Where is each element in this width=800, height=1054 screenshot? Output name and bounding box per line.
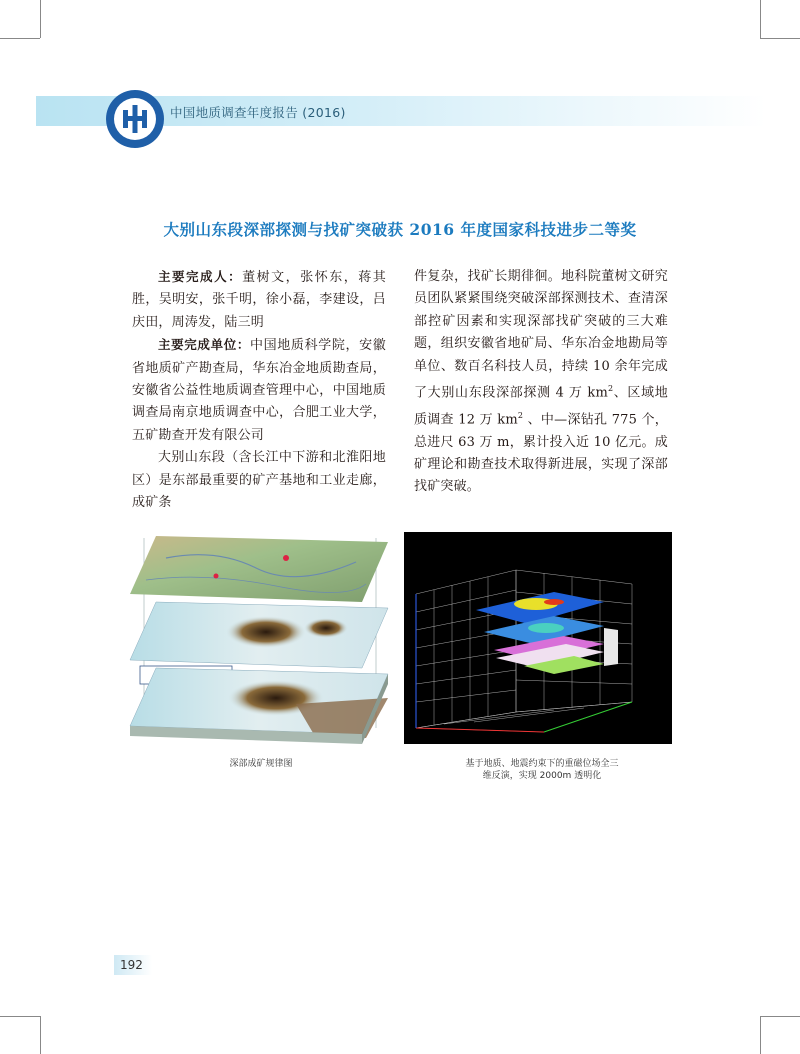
paragraph-text: 大别山东段（含长江中下游和北淮阳地区）是东部最重要的矿产基地和工业走廊，成矿条: [132, 450, 386, 511]
crop-mark: [760, 1016, 800, 1017]
paragraph-contributors: [132, 266, 386, 334]
lead-label: 主要完成单位：: [158, 337, 250, 353]
paragraph-body: [132, 447, 386, 514]
superscript: 2: [517, 410, 524, 420]
superscript: 2: [607, 384, 614, 394]
paragraph-body-continued: [414, 266, 668, 499]
paragraph-text: 件复杂，找矿长期徘徊。地科院董树文研究员团队紧紧围绕突破深部探测技术、查清深部控矿因素和实现深部找矿突破的三大难题，组织安徽省地矿局、华东冶金地勘局等单位、数百名科技人员，持续 10 余年完成了大别山东段深部探测 4 万 km: [414, 269, 668, 401]
paragraph-text: 中国地质科学院，安徽省地质矿产勘查局，华东冶金地质勘查局，安徽省公益性地质调查管理中心，中国地质调查局南京地质调查中心，合肥工业大学，五矿勘查开发有限公司: [132, 338, 386, 443]
figure-caption-right: 基于地质、地震约束下的重磁位场全三维反演，实现 2000m 透明化: [465, 759, 619, 781]
figure-caption-left: 深部成矿规律图: [229, 759, 293, 769]
left-column: [132, 266, 386, 514]
crop-mark: [40, 1016, 41, 1054]
article-title: 大别山东段深部探测与找矿突破获 2016 年度国家科技进步二等奖: [163, 220, 637, 239]
paragraph-text: 、区域地质调查 12 万 km: [414, 385, 668, 428]
lead-label: 主要完成人：: [158, 269, 243, 284]
page-number: 192: [120, 958, 143, 972]
crop-mark: [0, 1016, 40, 1017]
crop-mark: [760, 0, 761, 38]
crop-mark: [0, 38, 40, 39]
paragraph-text: 、中—深钻孔 775 个，总进尺 63 万 m，累计投入近 10 亿元。成矿理论和勘查技术取得新进展，实现了深部找矿突破。: [414, 412, 669, 495]
crop-mark: [760, 1016, 761, 1054]
crop-mark: [760, 38, 800, 39]
figure-3d-inversion: [404, 532, 672, 744]
header-title: 中国地质调查年度报告 (2016): [170, 105, 346, 120]
figure-ore-forming-diagram: [126, 528, 394, 756]
cgs-logo-icon: [104, 88, 166, 150]
paragraph-units: [132, 334, 386, 447]
paragraph-text: 董树文，张怀东，蒋其胜，吴明安，张千明，徐小磊，李建设，吕庆田，周涛发，陆三明: [132, 270, 386, 330]
crop-mark: [40, 0, 41, 38]
right-column: [414, 266, 668, 499]
